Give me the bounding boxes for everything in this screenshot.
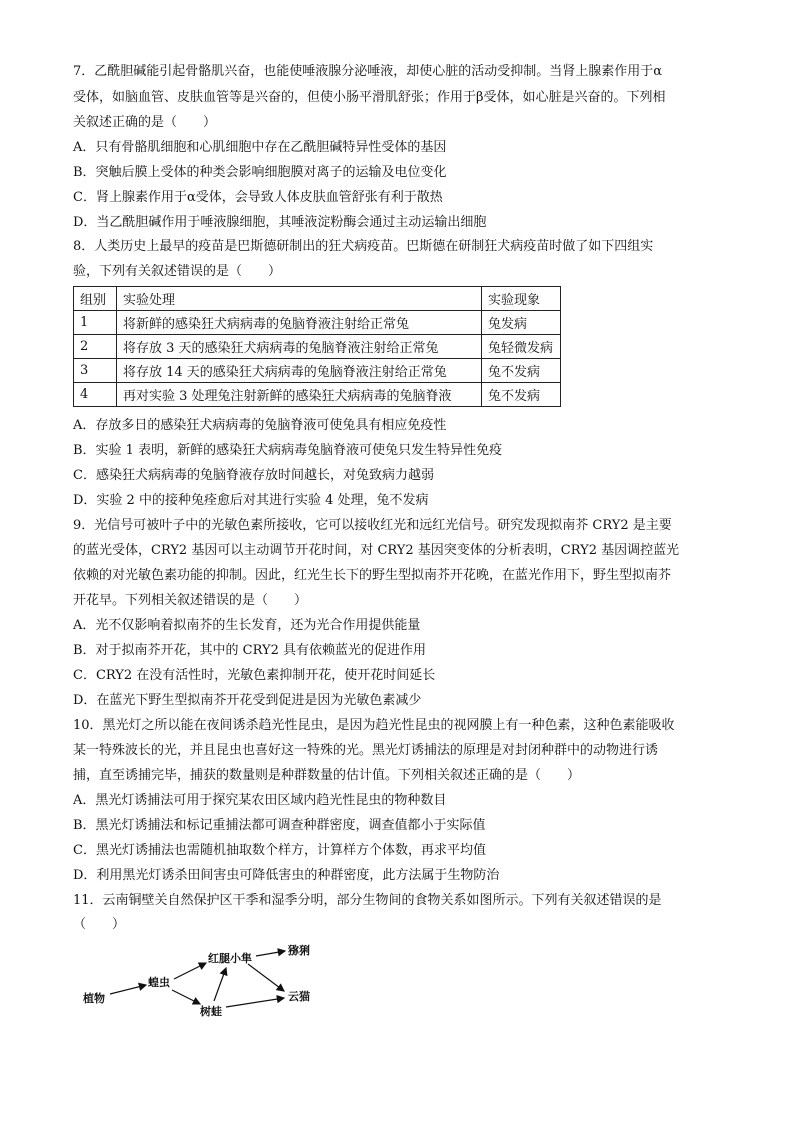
q9-option-c: C．CRY2 在没有活性时，光敏色素抑制开花，使开花时间延长 (73, 668, 436, 683)
q9-option-a: A．光不仅影响着拟南芥的生长发育，还为光合作用提供能量 (73, 618, 421, 633)
q11-stem-line: （ ） (73, 917, 126, 932)
q7-option-c: C．肾上腺素作用于α受体，会导致人体皮肤血管舒张有利于散热 (73, 190, 443, 205)
q7-option-a: A．只有骨骼肌细胞和心肌细胞中存在乙酰胆碱特异性受体的基因 (73, 140, 447, 155)
arrow-falconet-to-cloudcat (248, 964, 284, 991)
q9-option-d: D．在蓝光下野生型拟南芥开花受到促进是因为光敏色素减少 (73, 693, 422, 708)
q10-stem-line: 某一特殊波长的光，并且昆虫也喜好这一特殊的光。黑光灯诱捕法的原理是对封闭种群中的动物进行诱 (73, 743, 659, 758)
table-cell: 将存放 3 天的感染狂犬病病毒的兔脑脊液注射给正常兔 (117, 335, 482, 359)
arrow-locust-to-treefrog (172, 990, 200, 1004)
table-row (74, 335, 561, 359)
q9-stem-line: 9．光信号可被叶子中的光敏色素所接收，它可以接收红光和远红光信号。研究发现拟南芥 CRY2 是主要 (73, 518, 672, 533)
node-treefrog: 树蛙 (200, 1005, 222, 1018)
table-cell: 再对实验 3 处理兔注射新鲜的感染狂犬病病毒的兔脑脊液 (117, 383, 482, 407)
table-row (74, 311, 561, 335)
node-falconet: 红腿小隼 (208, 952, 252, 965)
q9-option-b: B．对于拟南芥开花，其中的 CRY2 具有依赖蓝光的促进作用 (73, 643, 427, 658)
q8-option-d: D．实验 2 中的接种兔痊愈后对其进行实验 4 处理，兔不发病 (73, 493, 429, 508)
q8-option-b: B．实验 1 表明，新鲜的感染狂犬病病毒兔脑脊液可使兔只发生特异性免疫 (73, 443, 503, 458)
q7-option-b: B．突触后膜上受体的种类会影响细胞膜对离子的运输及电位变化 (73, 165, 447, 180)
q10-stem-line: 10．黑光灯之所以能在夜间诱杀趋光性昆虫，是因为趋光性昆虫的视网膜上有一种色素，这种色素能吸收 (73, 718, 675, 733)
table-cell: 兔不发病 (482, 359, 561, 383)
q10-stem-line: 捕，直至诱捕完毕，捕获的数量则是种群数量的估计值。下列相关叙述正确的是（ ） (73, 768, 581, 783)
table-header-row (74, 287, 561, 311)
q10-option-a: A．黑光灯诱捕法可用于探究某农田区域内趋光性昆虫的物种数目 (73, 793, 447, 808)
q9-stem-line: 依赖的对光敏色素功能的抑制。因此，红光生长下的野生型拟南芥开花晚，在蓝光作用下，野生型拟南芥 (73, 568, 672, 583)
q9-stem-line: 开花早。下列相关叙述错误的是（ ） (73, 593, 308, 608)
table-cell: 兔轻微发病 (482, 335, 561, 359)
q8-stem-line: 8．人类历史上最早的疫苗是巴斯德研制出的狂犬病疫苗。巴斯德在研制狂犬病疫苗时做了如下四组实 (73, 239, 654, 254)
q7-stem-line: 关叙述正确的是（ ） (73, 115, 217, 130)
table-cell: 将存放 14 天的感染狂犬病病毒的兔脑脊液注射给正常兔 (117, 359, 482, 383)
experiment-table (73, 286, 561, 407)
table-header-cell: 组别 (74, 287, 117, 311)
q10-option-c: C．黑光灯诱捕法也需随机抽取数个样方，计算样方个体数，再求平均值 (73, 843, 486, 858)
q10-option-d: D．利用黑光灯诱杀田间害虫可降低害虫的种群密度，此方法属于生物防治 (73, 868, 500, 883)
table-cell: 兔不发病 (482, 383, 561, 407)
q10-option-b: B．黑光灯诱捕法和标记重捕法都可调查种群密度，调查值都小于实际值 (73, 818, 486, 833)
table-cell: 3 (74, 359, 117, 383)
table-row (74, 383, 561, 407)
q8-option-c: C．感染狂犬病病毒的兔脑脊液存放时间越长，对兔致病力越弱 (73, 468, 434, 483)
node-locust: 蝗虫 (148, 976, 170, 989)
arrow-treefrog-to-cloudcat (226, 998, 284, 1007)
q8-option-a: A．存放多日的感染狂犬病病毒的兔脑脊液可使兔具有相应免疫性 (73, 418, 447, 433)
table-cell: 兔发病 (482, 311, 561, 335)
food-web-diagram (78, 938, 338, 1028)
q8-stem-line: 验，下列有关叙述错误的是（ ） (73, 264, 282, 279)
node-plant: 植物 (83, 992, 105, 1005)
table-cell: 2 (74, 335, 117, 359)
arrow-plant-to-locust (110, 985, 146, 994)
table-row (74, 359, 561, 383)
table-cell: 将新鲜的感染狂犬病病毒的兔脑脊液注射给正常兔 (117, 311, 482, 335)
q7-stem-line: 受体，如脑血管、皮肤血管等是兴奋的，但使小肠平滑肌舒张；作用于β受体，如心脏是兴奋的。下列相 (73, 90, 666, 105)
arrow-treefrog-to-falconet (214, 968, 226, 1001)
table-cell: 1 (74, 311, 117, 335)
q9-stem-line: 的蓝光受体，CRY2 基因可以主动调节开花时间，对 CRY2 基因突变体的分析表明，CRY2 基因调控蓝光 (73, 543, 680, 558)
table-cell: 4 (74, 383, 117, 407)
arrow-locust-to-falconet (174, 963, 206, 979)
node-lynx: 猕猁 (288, 944, 310, 957)
table-header-cell: 实验处理 (117, 287, 482, 311)
node-cloud-cat: 云猫 (288, 990, 310, 1003)
q7-stem-line: 7．乙酰胆碱能引起骨骼肌兴奋，也能使唾液腺分泌唾液，却使心脏的活动受抑制。当肾上腺素作用于α (73, 64, 663, 79)
q11-stem-line: 11．云南铜壁关自然保护区干季和湿季分明，部分生物间的食物关系如图所示。下列有关叙述错误的是 (73, 893, 662, 908)
arrow-falconet-to-lynx (256, 951, 285, 956)
table-header-cell: 实验现象 (482, 287, 561, 311)
q7-option-d: D．当乙酰胆碱作用于唾液腺细胞，其唾液淀粉酶会通过主动运输出细胞 (73, 215, 487, 230)
